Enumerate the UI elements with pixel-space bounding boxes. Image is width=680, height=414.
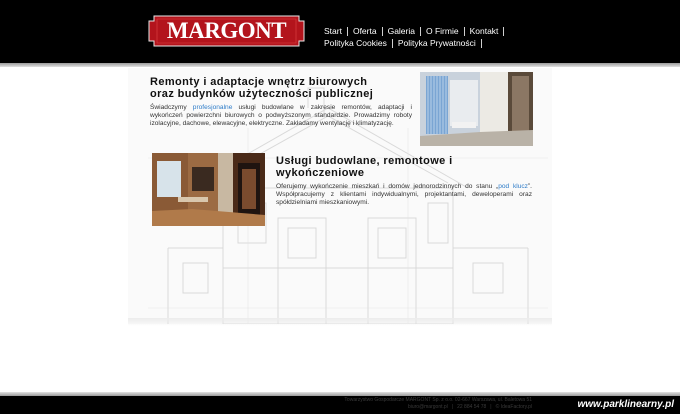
footer-contact-line: [300, 404, 532, 411]
section2-text-start: Oferujemy wykończenie mieszkań i domów jednorodzinnych do stanu „: [276, 183, 499, 190]
nav-separator: [503, 27, 504, 36]
footer-phone: 22 884 54 78: [457, 404, 487, 410]
apartment-interior-photo: [152, 153, 265, 226]
section2-text-end: ”. Współpracujemy z klientami indywidualnymi, projektantami, deweloperami oraz spółdzielniami mieszkaniowymi.: [276, 183, 532, 206]
section1-title-line1: Remonty i adaptacje wnętrz biurowych: [150, 76, 368, 88]
nav-separator: [464, 27, 465, 36]
pod-klucz-link[interactable]: pod klucz: [498, 183, 528, 190]
nav-separator: [481, 39, 482, 48]
nav-galeria[interactable]: Galeria: [387, 26, 415, 36]
site-footer: [0, 396, 680, 414]
nav-separator: [382, 27, 383, 36]
nav-row-primary: [324, 26, 564, 37]
section2-title-line2: wykończeniowe: [276, 167, 365, 179]
nav-polityka-cookies[interactable]: Polityka Cookies: [324, 38, 387, 48]
section1-text: [150, 104, 412, 128]
nav-oferta[interactable]: Oferta: [352, 26, 377, 36]
logo-text: MARGONT: [166, 18, 287, 43]
nav-o-firmie[interactable]: O Firmie: [425, 26, 459, 36]
main-nav: [324, 26, 564, 50]
footer-credit-link[interactable]: © IdeaFactory.pl: [495, 404, 532, 410]
nav-kontakt[interactable]: Kontakt: [469, 26, 499, 36]
nav-separator: [392, 39, 393, 48]
nav-polityka-prywatnosci[interactable]: Polityka Prywatności: [397, 38, 476, 48]
margont-logo[interactable]: [148, 14, 305, 48]
nav-start[interactable]: Start: [324, 26, 342, 36]
footer-info: [300, 397, 532, 411]
header-divider: [0, 63, 680, 67]
footer-email-link[interactable]: biuro@margont.pl: [407, 404, 448, 410]
content-shadow: [128, 318, 552, 326]
section2-title-line1: Usługi budowlane, remontowe i: [276, 155, 453, 167]
nav-separator: [347, 27, 348, 36]
nav-row-secondary: [324, 38, 564, 49]
section1-text-start: Świadczymy: [150, 104, 193, 111]
footer-separator: |: [490, 404, 492, 410]
profesjonalne-link[interactable]: profesjonalne: [192, 104, 233, 111]
footer-address: Towarzystwo Gospodarcze MARGONT Sp. z o.o. 02-667 Warszawa, ul. Baletowa 51: [344, 397, 532, 403]
office-interior-photo: [420, 72, 533, 146]
nav-separator: [420, 27, 421, 36]
section1-text-end: usługi budowlane w zakresie remontów, adaptacji i wykończeń powierzchni biurowych o podwyższonym standardzie. Prowadzimy roboty izolacyjne, dachowe, elewacyjne, elektryczne. Zakładamy wentylację i klimatyzację.: [150, 104, 412, 127]
section1-title: [150, 76, 410, 100]
footer-separator: |: [451, 404, 454, 410]
section1-title-line2: oraz budynków użyteczności publicznej: [150, 88, 374, 100]
site-header: [0, 0, 680, 63]
section2-text: [276, 183, 532, 207]
content-panel: [128, 68, 552, 324]
watermark: www.parklinearny.pl: [577, 399, 674, 410]
section2-title: [276, 155, 516, 179]
